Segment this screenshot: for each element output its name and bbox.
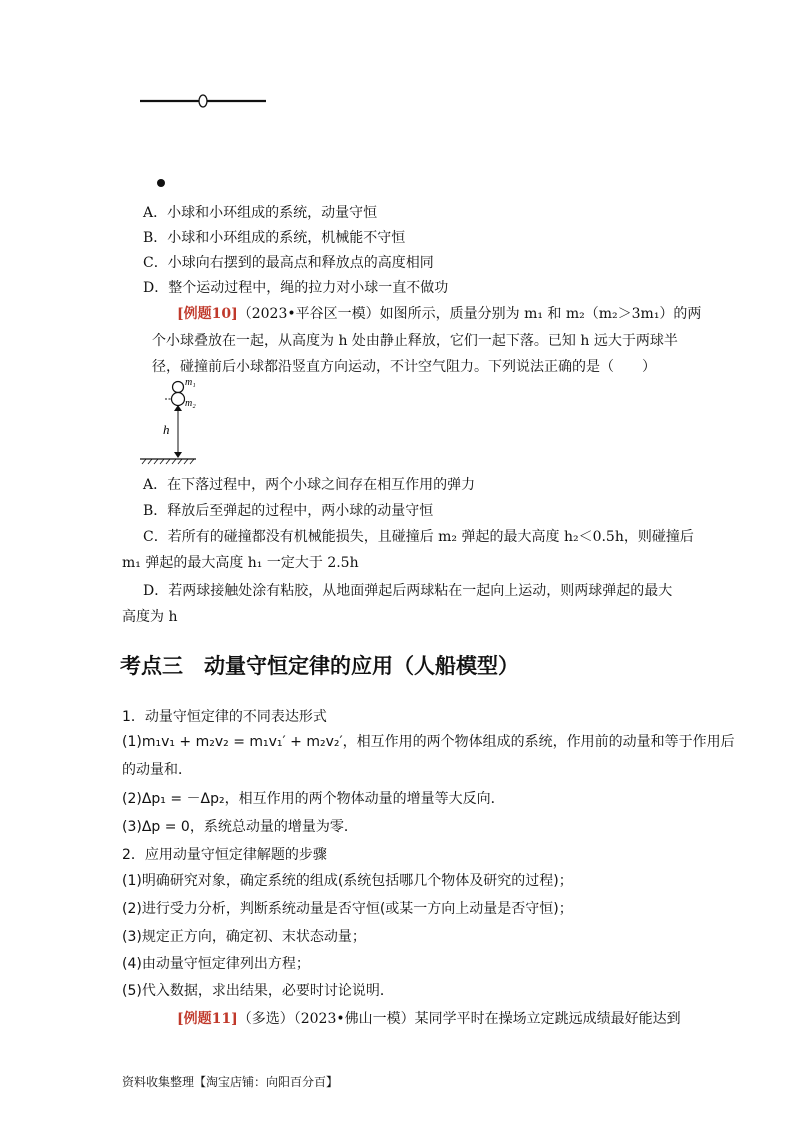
label-h: h bbox=[163, 422, 170, 437]
formula-1: (1)m₁v₁ + m₂v₂ = m₁v₁′ + m₂v₂′，相互作用的两个物体组成的系统，作用前的动量和等于作用后 bbox=[122, 734, 735, 750]
ball-m2 bbox=[172, 393, 185, 406]
small-ball bbox=[157, 179, 165, 187]
q10-option-c: C．若所有的碰撞都没有机械能损失，且碰撞后 m₂ 弹起的最大高度 h₂＜0.5h，则碰撞后 bbox=[143, 529, 694, 545]
step-5: (5)代入数据，求出结果，必要时讨论说明． bbox=[122, 983, 394, 999]
q10-stem-line2: 个小球叠放在一起，从高度为 h 处由静止释放，它们一起下落。已知 h 远大于两球半 bbox=[152, 333, 678, 349]
q10-option-d: D．若两球接触处涂有粘胶，从地面弹起后两球粘在一起向上运动，则两球弹起的最大 bbox=[143, 583, 673, 599]
height-arrow-up bbox=[174, 405, 182, 411]
q9-option-b: B．小球和小环组成的系统，机械能不守恒 bbox=[143, 230, 406, 246]
q10-option-c-cont: m₁ 弹起的最大高度 h₁ 一定大于 2.5h bbox=[122, 555, 359, 571]
step-2: (2)进行受力分析，判断系统动量是否守恒(或某一方向上动量是否守恒)； bbox=[122, 901, 573, 917]
ground-hatch bbox=[142, 459, 194, 464]
step-4: (4)由动量守恒定律列出方程； bbox=[122, 956, 310, 972]
q9-option-a: A．小球和小环组成的系统，动量守恒 bbox=[143, 205, 378, 221]
page-footer: 资料收集整理【淘宝店铺：向阳百分百】 bbox=[122, 1075, 339, 1089]
q10-option-a: A．在下落过程中，两个小球之间存在相互作用的弹力 bbox=[143, 477, 476, 493]
q10-option-b: B．释放后至弹起的过程中，两小球的动量守恒 bbox=[143, 503, 434, 519]
q10-tag: [例题10] bbox=[177, 306, 238, 322]
formula-3: (3)Δp = 0，系统总动量的增量为零． bbox=[122, 819, 358, 835]
step-1: (1)明确研究对象，确定系统的组成(系统包括哪几个物体及研究的过程)； bbox=[122, 873, 573, 889]
rod-ring-figure bbox=[130, 85, 280, 200]
q11-stem: [例题11]（多选）（2023•佛山一模）某同学平时在操场立定跳远成绩最好能达到 bbox=[177, 1011, 681, 1027]
q10-option-d-cont: 高度为 h bbox=[122, 609, 178, 625]
label-m2: m₂ bbox=[185, 398, 196, 409]
formula-2: (2)Δp₁ = －Δp₂，相互作用的两个物体动量的增量等大反向． bbox=[122, 791, 505, 807]
formula-1-cont: 的动量和． bbox=[122, 762, 192, 778]
small-ring bbox=[199, 95, 207, 107]
label-m1: m₁ bbox=[185, 377, 196, 388]
q9-option-c: C．小球向右摆到的最高点和释放点的高度相同 bbox=[143, 255, 434, 271]
q10-stem-line1: [例题10]（2023•平谷区一模）如图所示，质量分别为 m₁ 和 m₂（m₂＞3m₁）的两 bbox=[177, 306, 702, 322]
two-balls-figure bbox=[138, 372, 218, 466]
section-heading: 考点三 动量守恒定律的应用（人船模型） bbox=[120, 654, 519, 678]
step-3: (3)规定正方向，确定初、末状态动量； bbox=[122, 929, 366, 945]
height-arrow-down bbox=[174, 452, 182, 458]
subsection-1-title: 1．动量守恒定律的不同表达形式 bbox=[122, 709, 327, 725]
q11-tag: [例题11] bbox=[177, 1011, 238, 1027]
subsection-2-title: 2．应用动量守恒定律解题的步骤 bbox=[122, 847, 327, 863]
q9-option-d: D．整个运动过程中，绳的拉力对小球一直不做功 bbox=[143, 280, 449, 296]
ball-m1 bbox=[173, 382, 184, 393]
q10-stem-line3: 径，碰撞前后小球都沿竖直方向运动，不计空气阻力。下列说法正确的是（ ） bbox=[152, 359, 656, 375]
